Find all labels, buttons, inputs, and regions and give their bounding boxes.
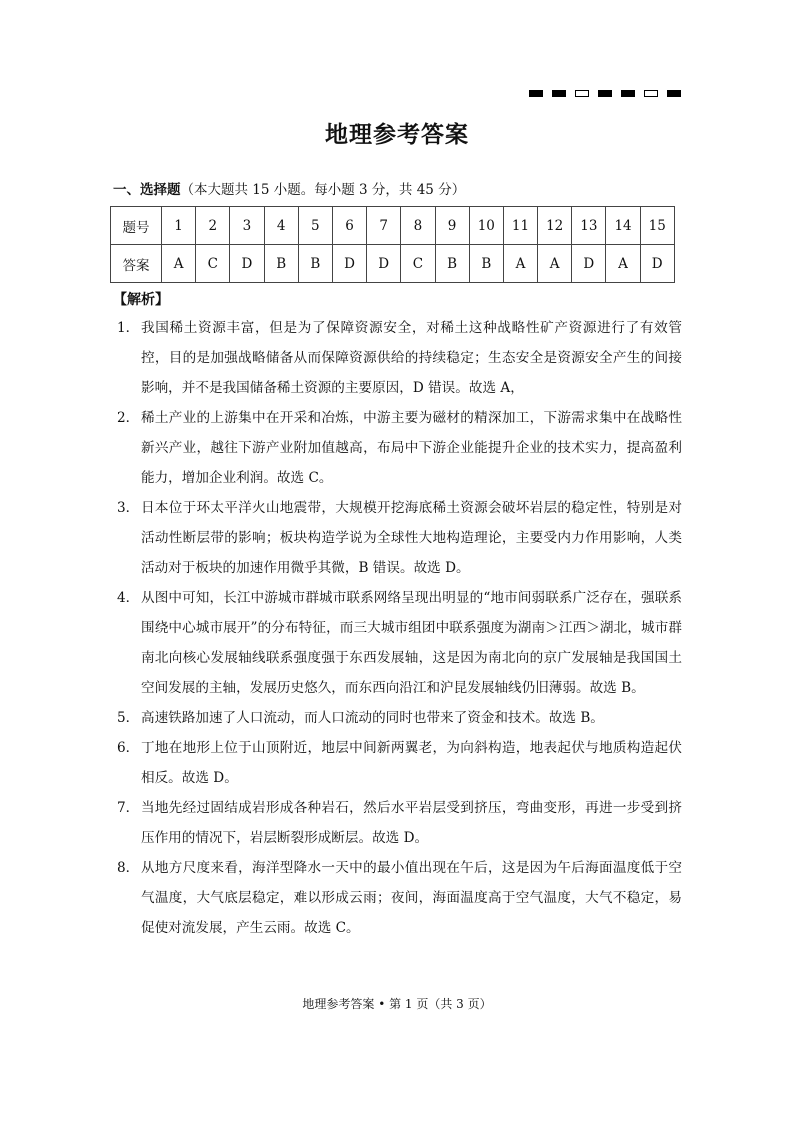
answer-cell: D <box>332 245 366 283</box>
question-number-cell: 6 <box>332 207 366 245</box>
section-heading <box>113 178 465 198</box>
answer-cell: B <box>264 245 298 283</box>
hollow-box-mark <box>575 90 589 97</box>
answer-cell: D <box>572 245 606 283</box>
explanation-item <box>117 793 682 853</box>
row-header-number: 题号 <box>111 207 162 245</box>
explanation-item <box>117 703 682 733</box>
explanation-number: 1． <box>117 320 140 336</box>
explanation-number: 6． <box>117 740 140 756</box>
explanation-number: 2． <box>117 410 140 426</box>
question-number-cell: 13 <box>572 207 606 245</box>
explanation-text: 当地先经过固结成岩形成各种岩石，然后水平岩层受到挤压，弯曲变形，再进一步受到挤压作用的情况下，岩层断裂形成断层。故选 D。 <box>141 800 682 846</box>
table-row-numbers <box>111 207 675 245</box>
analysis-heading: 【解析】 <box>113 292 169 308</box>
explanation-item <box>117 853 682 943</box>
explanation-number: 8． <box>117 860 140 876</box>
answer-cell: B <box>469 245 503 283</box>
answer-cell: C <box>401 245 435 283</box>
explanation-text: 从地方尺度来看，海洋型降水一天中的最小值出现在午后，这是因为午后海面温度低于空气温度，大气底层稳定，难以形成云雨；夜间，海面温度高于空气温度，大气不稳定，易促使对流发展，产生云雨。故选 C。 <box>141 860 682 936</box>
explanation-item <box>117 313 682 403</box>
filled-box-mark <box>598 90 612 97</box>
question-number-cell: 9 <box>435 207 469 245</box>
page-title: 地理参考答案 <box>325 121 469 148</box>
section-label: 一、选择题 <box>113 182 181 198</box>
explanation-item <box>117 733 682 793</box>
filled-box-mark <box>667 90 681 97</box>
explanation-list <box>117 313 682 943</box>
explanation-item <box>117 493 682 583</box>
answer-cell: B <box>435 245 469 283</box>
question-number-cell: 14 <box>606 207 640 245</box>
question-number-cell: 3 <box>230 207 264 245</box>
question-number-cell: 10 <box>469 207 503 245</box>
explanation-number: 4． <box>117 590 140 606</box>
section-note: （本大题共 15 小题。每小题 3 分，共 45 分） <box>180 182 466 198</box>
explanation-text: 日本位于环太平洋火山地震带，大规模开挖海底稀土资源会破坏岩层的稳定性，特别是对活动性断层带的影响；板块构造学说为全球性大地构造理论，主要受内力作用影响，人类活动对于板块的加速作用微乎其微，B 错误。故选 D。 <box>141 500 682 576</box>
filled-box-mark <box>552 90 566 97</box>
question-number-cell: 7 <box>367 207 401 245</box>
filled-box-mark <box>529 90 543 97</box>
hollow-box-mark <box>644 90 658 97</box>
answer-cell: D <box>640 245 674 283</box>
question-number-cell: 4 <box>264 207 298 245</box>
explanation-number: 5． <box>117 710 140 726</box>
explanation-text: 丁地在地形上位于山顶附近，地层中间新两翼老，为向斜构造，地表起伏与地质构造起伏相反。故选 D。 <box>141 740 682 786</box>
question-number-cell: 2 <box>196 207 230 245</box>
question-number-cell: 8 <box>401 207 435 245</box>
page-footer: 地理参考答案 • 第 1 页（共 3 页） <box>302 997 492 1011</box>
explanation-number: 7． <box>117 800 140 816</box>
explanation-item <box>117 583 682 703</box>
header-marks <box>529 90 681 97</box>
question-number-cell: 12 <box>538 207 572 245</box>
question-number-cell: 1 <box>162 207 196 245</box>
explanation-text: 稀土产业的上游集中在开采和冶炼，中游主要为磁材的精深加工，下游需求集中在战略性新兴产业，越往下游产业附加值越高，布局中下游企业能提升企业的技术实力，提高盈利能力，增加企业利润。故选 C。 <box>141 410 682 486</box>
row-header-answer: 答案 <box>111 245 162 283</box>
answer-cell: D <box>230 245 264 283</box>
answer-cell: A <box>162 245 196 283</box>
filled-box-mark <box>621 90 635 97</box>
explanation-text: 高速铁路加速了人口流动，而人口流动的同时也带来了资金和技术。故选 B。 <box>141 710 604 726</box>
question-number-cell: 11 <box>503 207 537 245</box>
question-number-cell: 15 <box>640 207 674 245</box>
answer-cell: D <box>367 245 401 283</box>
answer-cell: A <box>503 245 537 283</box>
question-number-cell: 5 <box>298 207 332 245</box>
table-row-answers <box>111 245 675 283</box>
answer-cell: C <box>196 245 230 283</box>
answer-cell: A <box>538 245 572 283</box>
answer-cell: A <box>606 245 640 283</box>
answer-cell: B <box>298 245 332 283</box>
explanation-number: 3． <box>117 500 140 516</box>
explanation-text: 从图中可知，长江中游城市群城市联系网络呈现出明显的“地市间弱联系广泛存在，强联系围绕中心城市展开”的分布特征，而三大城市组团中联系强度为湖南＞江西＞湖北，城市群南北向核心发展轴线联系强度强于东西发展轴，这是因为南北向的京广发展轴是我国国土空间发展的主轴，发展历史悠久，而东西向沿江和沪昆发展轴线仍旧薄弱。故选 B。 <box>141 590 682 696</box>
answer-table <box>110 206 675 283</box>
explanation-text: 我国稀土资源丰富，但是为了保障资源安全，对稀土这种战略性矿产资源进行了有效管控，目的是加强战略储备从而保障资源供给的持续稳定；生态安全是资源安全产生的间接影响，并不是我国储备稀土资源的主要原因，D 错误。故选 A， <box>141 320 682 396</box>
explanation-item <box>117 403 682 493</box>
